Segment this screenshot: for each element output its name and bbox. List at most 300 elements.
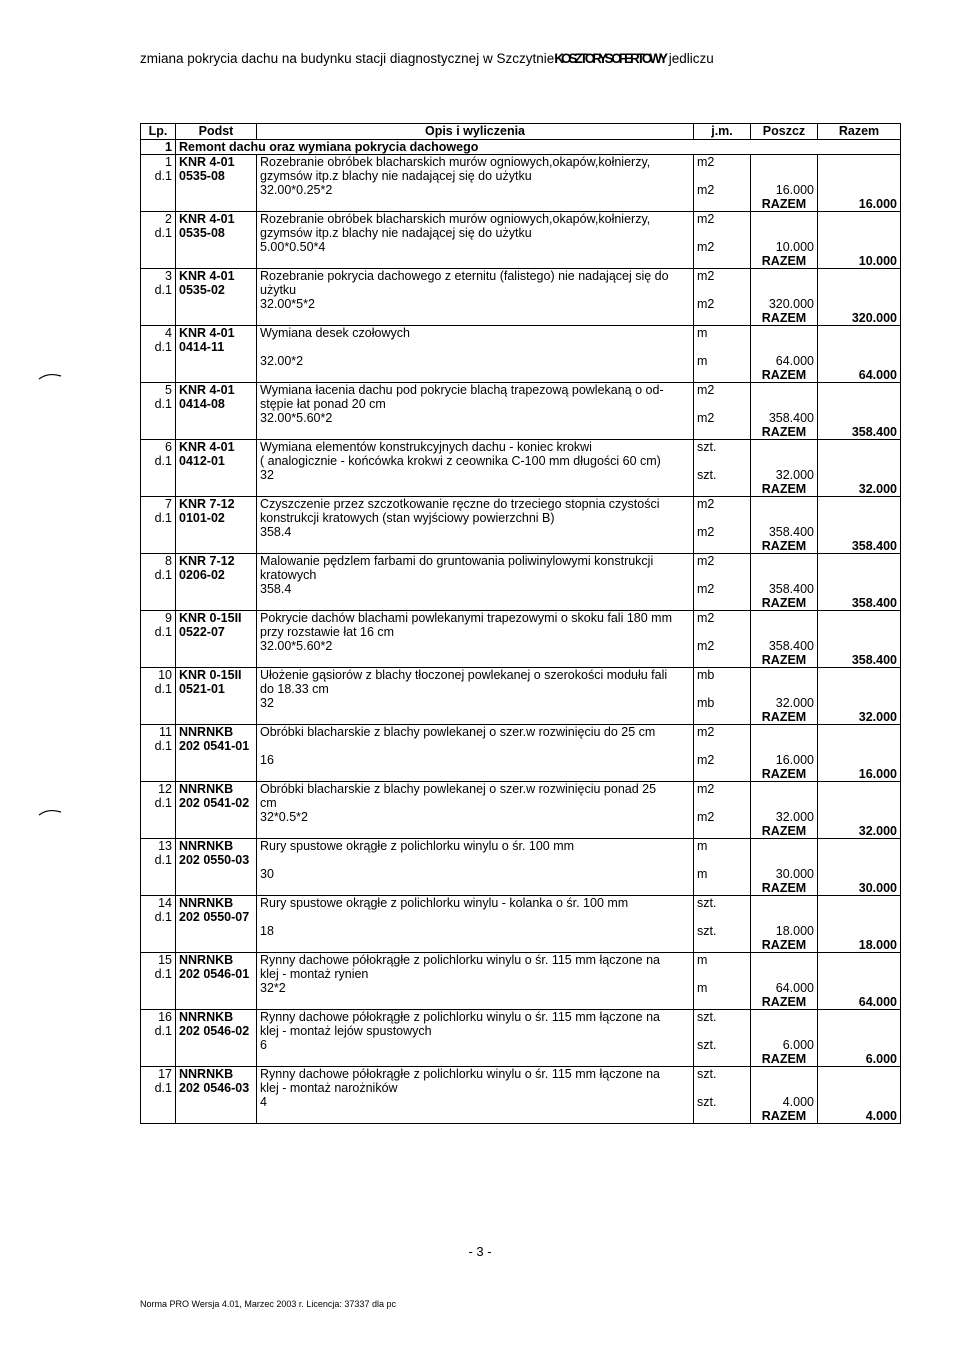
item-partial-value: 358.400 [751, 639, 818, 653]
empty-cell [141, 525, 176, 539]
table-row [141, 910, 901, 924]
item-calculation: 5.00*0.50*4 [257, 240, 694, 254]
item-basis-number: 0535-08 [176, 169, 257, 183]
empty-cell [141, 354, 176, 368]
item-partial-value: 64.000 [751, 354, 818, 368]
col-header-podst: Podst [176, 124, 257, 140]
table-row [141, 397, 901, 411]
sum-row [141, 767, 901, 782]
item-calculation: 16 [257, 753, 694, 767]
table-row [141, 725, 901, 740]
empty-cell [751, 1067, 818, 1082]
empty-cell [751, 283, 818, 297]
empty-cell [176, 254, 257, 269]
item-unit: mb [694, 668, 751, 683]
item-number: 7 [141, 497, 176, 512]
item-basis-number: 202 0550-03 [176, 853, 257, 867]
empty-cell [176, 881, 257, 896]
empty-cell [751, 1010, 818, 1025]
empty-cell [257, 767, 694, 782]
sum-label: RAZEM [751, 425, 818, 440]
item-partial-value: 10.000 [751, 240, 818, 254]
empty-cell [818, 212, 901, 227]
empty-cell [694, 967, 751, 981]
item-total-value: 64.000 [818, 995, 901, 1010]
item-basis-number: 202 0546-03 [176, 1081, 257, 1095]
item-calculation: 30 [257, 867, 694, 881]
calc-unit: szt. [694, 924, 751, 938]
empty-cell [751, 269, 818, 284]
cost-estimate-table [140, 123, 901, 1124]
empty-cell [176, 411, 257, 425]
calc-row [141, 297, 901, 311]
empty-cell [818, 183, 901, 197]
empty-cell [257, 1109, 694, 1124]
empty-cell [694, 1109, 751, 1124]
empty-cell [257, 653, 694, 668]
item-description-line: Pokrycie dachów blachami powlekanymi trapezowymi o skoku fali 180 mm [257, 611, 694, 626]
empty-cell [751, 625, 818, 639]
empty-cell [694, 368, 751, 383]
item-variant: d.1 [141, 169, 176, 183]
empty-cell [694, 311, 751, 326]
item-basis-number: 0101-02 [176, 511, 257, 525]
calc-row [141, 981, 901, 995]
sum-label: RAZEM [751, 596, 818, 611]
calc-row [141, 1095, 901, 1109]
empty-cell [257, 824, 694, 839]
empty-cell [818, 511, 901, 525]
item-total-value: 64.000 [818, 368, 901, 383]
empty-cell [818, 981, 901, 995]
empty-cell [694, 710, 751, 725]
calc-unit: szt. [694, 468, 751, 482]
item-description-line [257, 910, 694, 924]
empty-cell [751, 226, 818, 240]
item-total-value: 6.000 [818, 1052, 901, 1067]
empty-cell [818, 896, 901, 911]
empty-cell [751, 440, 818, 455]
empty-cell [818, 354, 901, 368]
calc-row [141, 582, 901, 596]
empty-cell [141, 710, 176, 725]
empty-cell [751, 326, 818, 341]
sum-row [141, 596, 901, 611]
item-calculation: 6 [257, 1038, 694, 1052]
empty-cell [176, 981, 257, 995]
empty-cell [141, 653, 176, 668]
item-basis-number: 0206-02 [176, 568, 257, 582]
item-basis-code: KNR 0-15II [176, 611, 257, 626]
empty-cell [176, 767, 257, 782]
empty-cell [694, 796, 751, 810]
sum-label: RAZEM [751, 539, 818, 554]
empty-cell [176, 696, 257, 710]
empty-cell [818, 297, 901, 311]
sum-row [141, 881, 901, 896]
empty-cell [751, 725, 818, 740]
item-partial-value: 16.000 [751, 753, 818, 767]
calc-unit: m [694, 354, 751, 368]
empty-cell [818, 554, 901, 569]
calc-unit: m [694, 867, 751, 881]
empty-cell [818, 383, 901, 398]
empty-cell [141, 981, 176, 995]
item-description-line: Wymiana łacenia dachu pod pokrycie blachą trapezową powlekaną o od- [257, 383, 694, 398]
section-title: Remont dachu oraz wymiana pokrycia dachowego [176, 140, 901, 155]
item-number: 4 [141, 326, 176, 341]
item-basis-code: NNRNKB [176, 896, 257, 911]
item-partial-value: 320.000 [751, 297, 818, 311]
item-variant: d.1 [141, 910, 176, 924]
item-description-line: Rynny dachowe półokrągłe z polichlorku winylu o śr. 115 mm łączone na [257, 1067, 694, 1082]
col-header-lp: Lp. [141, 124, 176, 140]
empty-cell [694, 682, 751, 696]
item-basis-code: NNRNKB [176, 953, 257, 968]
empty-cell [818, 867, 901, 881]
sum-row [141, 710, 901, 725]
empty-cell [694, 739, 751, 753]
empty-cell [257, 710, 694, 725]
empty-cell [818, 782, 901, 797]
item-description-line: Rozebranie pokrycia dachowego z eternitu (falistego) nie nadającej się do [257, 269, 694, 284]
empty-cell [141, 1095, 176, 1109]
table-row [141, 554, 901, 569]
item-basis-code: KNR 7-12 [176, 554, 257, 569]
item-description-line: ( analogicznie - końcówka krokwi z ceownika C-100 mm długości 60 cm) [257, 454, 694, 468]
empty-cell [176, 240, 257, 254]
item-total-value: 358.400 [818, 539, 901, 554]
sum-label: RAZEM [751, 767, 818, 782]
item-partial-value: 358.400 [751, 525, 818, 539]
table-row [141, 682, 901, 696]
item-variant: d.1 [141, 967, 176, 981]
empty-cell [818, 1095, 901, 1109]
item-number: 14 [141, 896, 176, 911]
item-calculation: 32*0.5*2 [257, 810, 694, 824]
empty-cell [176, 525, 257, 539]
empty-cell [751, 212, 818, 227]
item-basis-code: KNR 4-01 [176, 155, 257, 170]
table-row [141, 1067, 901, 1082]
empty-cell [257, 596, 694, 611]
item-description-line: Malowanie pędzlem farbami do gruntowania poliwinylowymi konstrukcji [257, 554, 694, 569]
empty-cell [176, 183, 257, 197]
empty-cell [751, 1024, 818, 1038]
empty-cell [751, 796, 818, 810]
empty-cell [141, 425, 176, 440]
section-row [141, 140, 901, 155]
empty-cell [818, 696, 901, 710]
item-number: 2 [141, 212, 176, 227]
item-variant: d.1 [141, 226, 176, 240]
calc-row [141, 240, 901, 254]
item-basis-number: 0535-08 [176, 226, 257, 240]
item-description-line: gzymsów itp.z blachy nie nadającej się do użytku [257, 226, 694, 240]
calc-row [141, 924, 901, 938]
empty-cell [694, 197, 751, 212]
empty-cell [141, 881, 176, 896]
table-row [141, 668, 901, 683]
empty-cell [694, 625, 751, 639]
empty-cell [818, 326, 901, 341]
sum-label: RAZEM [751, 254, 818, 269]
item-basis-number: 202 0546-01 [176, 967, 257, 981]
header-overlap-text: KOSZTORYS OFERTOWY [554, 51, 665, 66]
item-description-line: Rynny dachowe półokrągłe z polichlorku winylu o śr. 115 mm łączone na [257, 1010, 694, 1025]
item-description-line: klej - montaż rynien [257, 967, 694, 981]
empty-cell [694, 1052, 751, 1067]
item-basis-number: 202 0541-02 [176, 796, 257, 810]
calc-unit: m2 [694, 810, 751, 824]
item-total-value: 358.400 [818, 653, 901, 668]
item-total-value: 16.000 [818, 767, 901, 782]
item-variant: d.1 [141, 397, 176, 411]
empty-cell [176, 582, 257, 596]
item-unit: m2 [694, 212, 751, 227]
empty-cell [751, 155, 818, 170]
empty-cell [694, 767, 751, 782]
table-row [141, 853, 901, 867]
empty-cell [176, 938, 257, 953]
item-variant: d.1 [141, 1081, 176, 1095]
empty-cell [141, 311, 176, 326]
calc-unit: mb [694, 696, 751, 710]
empty-cell [141, 368, 176, 383]
item-description-line: Obróbki blacharskie z blachy powlekanej o szer.w rozwinięciu ponad 25 [257, 782, 694, 797]
software-license-note: Norma PRO Wersja 4.01, Marzec 2003 r. Licencja: 37337 dla pc [140, 1299, 396, 1309]
table-row [141, 340, 901, 354]
sum-row [141, 539, 901, 554]
empty-cell [818, 725, 901, 740]
empty-cell [257, 311, 694, 326]
empty-cell [694, 1024, 751, 1038]
table-row [141, 269, 901, 284]
table-row [141, 283, 901, 297]
calc-unit: szt. [694, 1038, 751, 1052]
item-variant: d.1 [141, 739, 176, 753]
item-calculation: 32 [257, 468, 694, 482]
item-unit: m2 [694, 497, 751, 512]
page-number: - 3 - [468, 1244, 492, 1259]
item-basis-code: KNR 0-15II [176, 668, 257, 683]
empty-cell [751, 568, 818, 582]
table-row [141, 953, 901, 968]
table-row [141, 625, 901, 639]
item-partial-value: 16.000 [751, 183, 818, 197]
item-calculation: 358.4 [257, 525, 694, 539]
item-description-line: gzymsów itp.z blachy nie nadającej się do użytku [257, 169, 694, 183]
empty-cell [818, 753, 901, 767]
table-row [141, 326, 901, 341]
pen-mark-1 [38, 372, 62, 380]
section-number: 1 [141, 140, 176, 155]
table-row [141, 226, 901, 240]
sum-label: RAZEM [751, 368, 818, 383]
empty-cell [141, 539, 176, 554]
item-description-line: Rury spustowe okrągłe z polichlorku winylu - kolanka o śr. 100 mm [257, 896, 694, 911]
empty-cell [176, 596, 257, 611]
item-basis-number: 0414-11 [176, 340, 257, 354]
empty-cell [694, 169, 751, 183]
empty-cell [694, 482, 751, 497]
sum-row [141, 1109, 901, 1124]
empty-cell [176, 425, 257, 440]
item-basis-code: KNR 4-01 [176, 383, 257, 398]
empty-cell [818, 411, 901, 425]
item-basis-number: 0521-01 [176, 682, 257, 696]
item-description-line: Ułożenie gąsiorów z blachy tłoczonej powlekanej o szerokości modułu fali [257, 668, 694, 683]
item-description-line: Rozebranie obróbek blacharskich murów ogniowych,okapów,kołnierzy, [257, 212, 694, 227]
empty-cell [751, 454, 818, 468]
sum-label: RAZEM [751, 995, 818, 1010]
item-total-value: 18.000 [818, 938, 901, 953]
empty-cell [694, 425, 751, 440]
item-total-value: 30.000 [818, 881, 901, 896]
empty-cell [751, 967, 818, 981]
item-description-line: konstrukcji kratowych (stan wyjściowy powierzchni B) [257, 511, 694, 525]
calc-row [141, 639, 901, 653]
empty-cell [818, 568, 901, 582]
item-variant: d.1 [141, 682, 176, 696]
item-total-value: 358.400 [818, 425, 901, 440]
empty-cell [818, 340, 901, 354]
empty-cell [818, 169, 901, 183]
item-description-line: przy rozstawie łat 16 cm [257, 625, 694, 639]
empty-cell [176, 810, 257, 824]
calc-unit: m2 [694, 525, 751, 539]
sum-row [141, 197, 901, 212]
item-unit: m [694, 839, 751, 854]
sum-label: RAZEM [751, 824, 818, 839]
empty-cell [176, 639, 257, 653]
item-partial-value: 32.000 [751, 810, 818, 824]
calc-row [141, 696, 901, 710]
table-row [141, 782, 901, 797]
empty-cell [818, 397, 901, 411]
item-variant: d.1 [141, 568, 176, 582]
item-partial-value: 6.000 [751, 1038, 818, 1052]
table-row [141, 568, 901, 582]
item-description-line: do 18.33 cm [257, 682, 694, 696]
empty-cell [818, 682, 901, 696]
table-row [141, 967, 901, 981]
item-calculation: 32 [257, 696, 694, 710]
item-number: 3 [141, 269, 176, 284]
header-suffix: jedliczu [668, 51, 714, 66]
empty-cell [176, 710, 257, 725]
empty-cell [751, 853, 818, 867]
sum-label: RAZEM [751, 1052, 818, 1067]
empty-cell [176, 482, 257, 497]
table-row [141, 383, 901, 398]
empty-cell [751, 497, 818, 512]
table-row [141, 454, 901, 468]
empty-cell [694, 995, 751, 1010]
empty-cell [176, 354, 257, 368]
item-unit: m [694, 953, 751, 968]
sum-label: RAZEM [751, 710, 818, 725]
calc-row [141, 810, 901, 824]
empty-cell [818, 853, 901, 867]
item-unit: szt. [694, 1010, 751, 1025]
empty-cell [694, 511, 751, 525]
table-row [141, 169, 901, 183]
item-basis-number: 202 0550-07 [176, 910, 257, 924]
table-row [141, 839, 901, 854]
sum-row [141, 368, 901, 383]
table-row [141, 212, 901, 227]
item-basis-number: 0414-08 [176, 397, 257, 411]
empty-cell [176, 468, 257, 482]
empty-cell [694, 283, 751, 297]
item-calculation: 32*2 [257, 981, 694, 995]
calc-row [141, 183, 901, 197]
empty-cell [818, 924, 901, 938]
sum-row [141, 482, 901, 497]
empty-cell [818, 525, 901, 539]
empty-cell [141, 824, 176, 839]
item-basis-code: KNR 4-01 [176, 212, 257, 227]
empty-cell [176, 539, 257, 554]
sum-label: RAZEM [751, 653, 818, 668]
calc-unit: m [694, 981, 751, 995]
item-partial-value: 18.000 [751, 924, 818, 938]
item-variant: d.1 [141, 283, 176, 297]
empty-cell [818, 155, 901, 170]
calc-unit: m2 [694, 639, 751, 653]
sum-label: RAZEM [751, 881, 818, 896]
table-row [141, 1024, 901, 1038]
item-unit: m2 [694, 155, 751, 170]
empty-cell [257, 368, 694, 383]
empty-cell [818, 226, 901, 240]
empty-cell [818, 611, 901, 626]
item-basis-code: KNR 7-12 [176, 497, 257, 512]
item-number: 9 [141, 611, 176, 626]
calc-unit: m2 [694, 411, 751, 425]
item-total-value: 32.000 [818, 824, 901, 839]
item-variant: d.1 [141, 853, 176, 867]
item-basis-number: 202 0541-01 [176, 739, 257, 753]
empty-cell [751, 340, 818, 354]
item-total-value: 4.000 [818, 1109, 901, 1124]
sum-row [141, 653, 901, 668]
table-row [141, 1081, 901, 1095]
sum-label: RAZEM [751, 197, 818, 212]
item-basis-code: NNRNKB [176, 1010, 257, 1025]
empty-cell [176, 1052, 257, 1067]
empty-cell [141, 867, 176, 881]
empty-cell [818, 283, 901, 297]
table-row [141, 155, 901, 170]
sum-row [141, 938, 901, 953]
empty-cell [257, 995, 694, 1010]
item-total-value: 16.000 [818, 197, 901, 212]
empty-cell [818, 639, 901, 653]
item-basis-code: NNRNKB [176, 725, 257, 740]
item-number: 8 [141, 554, 176, 569]
item-unit: szt. [694, 440, 751, 455]
item-calculation: 4 [257, 1095, 694, 1109]
item-basis-number: 0412-01 [176, 454, 257, 468]
item-total-value: 10.000 [818, 254, 901, 269]
empty-cell [694, 938, 751, 953]
item-description-line: Czyszczenie przez szczotkowanie ręczne do trzeciego stopnia czystości [257, 497, 694, 512]
empty-cell [257, 1052, 694, 1067]
calc-unit: m2 [694, 582, 751, 596]
sum-row [141, 425, 901, 440]
